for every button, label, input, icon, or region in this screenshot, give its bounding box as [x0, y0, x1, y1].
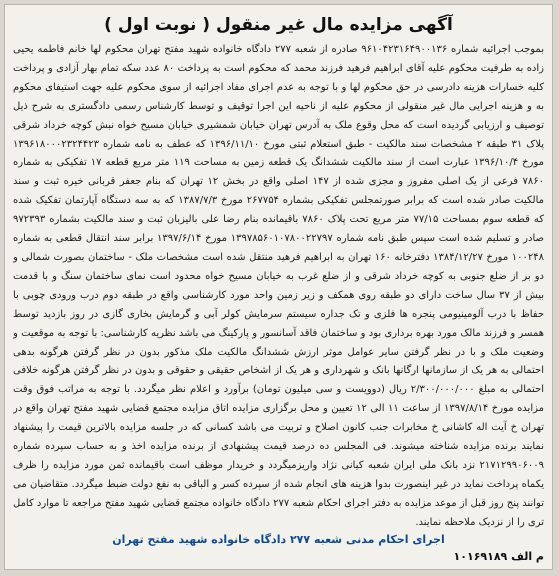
notice-issuer: اجرای احکام مدنی شعبه ۲۷۷ دادگاه خانواده شهید مفتح تهران: [112, 533, 445, 546]
notice-title: آگهی مزایده مال غیر منقول ( نوبت اول ): [104, 15, 453, 35]
notice-code: م الف ۱۰۱۶۹۱۸۹: [453, 550, 544, 563]
notice-body: بموجب اجرائیه شماره ۹۶۱۰۴۲۳۱۶۴۹۰۰۱۳۶ صادره از شعبه ۲۷۷ دادگاه خانواده شهید مفتح تهران محکوم لها خانم فاطمه یحیی زاده به طرفیت محکوم علیه آقای ابراهیم فرهید فرزند محمد که محکوم است به پرداخت ۸۰ عدد سکه تمام بهار آزادی و پرداخت کلیه خسارات هزینه دادرسی در حق محکوم لها و با توجه به عدم اجرای مفاد اجرائیه از سوی محکوم علیه جهت استیفای محکوم به و هزینه اجرایی مال غیر منقولی از محکوم علیه از ناحیه این اجرا توقیف و توسط کارشناس رسمی دادگستری به شرح ذیل توصیف و ارزیابی گردیده است که محل وقوع ملک به آدرس تهران خیابان شمشیری خیابان مسیح خواه نبش کوچه خرداد شرقی پلاک ۳۱ طبقه ۲ مشخصات سند مالکیت - طبق استعلام ثبتی مورخ ۱۳۹۶/۱۱/۱۰ که عطف به نامه شماره ۱۳۹۶۱۸۰۰۰۲۳۲۴۴۲۳ مورخ ۱۳۹۶/۱۰/۴ عبارت است از سند مالکیت ششدانگ یک قطعه زمین به مساحت ۱۱۹ متر مربع قطعه ۱۷ تفکیکی به شماره ۷۸۶۰ فرعی از یک اصلی مفروز و مجزی شده از ۱۴۷ اصلی واقع در بخش ۱۲ تهران که بنام جعفر قربانی خیره ثبت و سند مالکیت صادر شده است که برابر صورتمجلس تفکیکی بشماره ۲۶۷۷۵۴ مورخ ۱۳۸۷/۷/۳ که به سه دستگاه آپارتمان تفکیک شده که قطعه سوم بمساحت ۷۷/۱۵ متر مربع تحت پلاک ۷۸۶۰ باقیمانده بنام رضا علی بالیزبان ثبت و سند مالکیت بشماره ۹۷۲۳۹۳ صادر و تسلیم شده است سپس طبق نامه شماره ۱۳۹۷۸۵۶۰۱۰۷۸۰۰۲۲۷۹۷ مورخ ۱۳۹۷/۶/۱۴ برابر سند انتقال قطعی به شماره ۱۰۰۲۴۸ مورخ ۱۳۸۴/۱۲/۲۷ دفترخانه ۱۶۰ تهران به ابراهیم فرهید منتقل شده است مشخصات ملک - ساختمان بصورت شمالی و دو بر از ضلع جنوبی به کوچه خرداد شرقی و از ضلع غرب به خیابان مسیح خواه محدود است نمای ساختمان سنگ و با قدمت بیش از ۳۷ سال ساخت دارای دو طبقه روی همکف و زیر زمین واحد مورد کارشناسی واقع در طبقه دوم درب ورودی چوبی با حفاظ با درب آلومینیومی پنجره ها فلزی و تک جداره سیستم سرمایش کولر آبی و گرمایش بخاری گازی در روز بازدید توسط همسر و فرزند مالک مورد بهره برداری بود و ساختمان فاقد آسانسور و پارکینگ می باشد نظریه کارشناسی: با توجه به موقعیت و وضعیت ملک و با در نظر گرفتن سایر عوامل موثر ارزش ششدانگ مالکیت ملک مذکور بدون در نظر گرفتن هرگونه بدهی احتمالی به هر یک از سازمانها ارگانها بانک و شهرداری و هر یک از اشخاص حقیقی و حقوقی و بدون در نظر گرفتن هرگونه خلافی احتمالی به مبلغ ۲/۳۰۰/۰۰۰/۰۰۰ ریال (دوویست و سی میلیون تومان) برآورد و اعلام نظر میگردد. با توجه به مراتب فوق وقت مزایده مورخ ۱۳۹۷/۸/۱۴ از ساعت ۱۱ الی ۱۲ تعیین و محل برگزاری مزایده اتاق مزایده مجتمع قضایی شهید مفتح تهران واقع در تهران خ آیت اله کاشانی خ مخابرات جنب کانون اصلاح و تربیت می باشد کسانی که در جلسه مزایده بالاترین قیمت را پیشنهاد نمایند برنده مزایده شناخته میشوند. فی المجلس ده درصد قیمت پیشنهادی از برنده مزایده اخذ و به حساب سپرده شماره ۲۱۷۱۲۹۹۰۶۰۰۹ نزد بانک ملی ایران شعبه کیانی نژاد واریزمیگردد و خریدار موظف است باقیمانده ثمن مورد مزایده را ظرف یکماه پرداخت نماید در غیر اینصورت بدوا هزینه های انجام شده از سپرده کسر و الباقی به نفع دولت ضبط میگردد. متقاضیان می توانند پنج روز قبل از موعد مزایده به دفتر اجرای احکام شعبه ۲۷۷ دادگاه خانواده مجتمع قضایی شهید مفتح مراجعه تا موارد کامل تری را از نزدیک ملاحظه نمایند.: [13, 44, 544, 528]
notice-footer: [13, 533, 544, 563]
auction-notice: [4, 4, 553, 570]
